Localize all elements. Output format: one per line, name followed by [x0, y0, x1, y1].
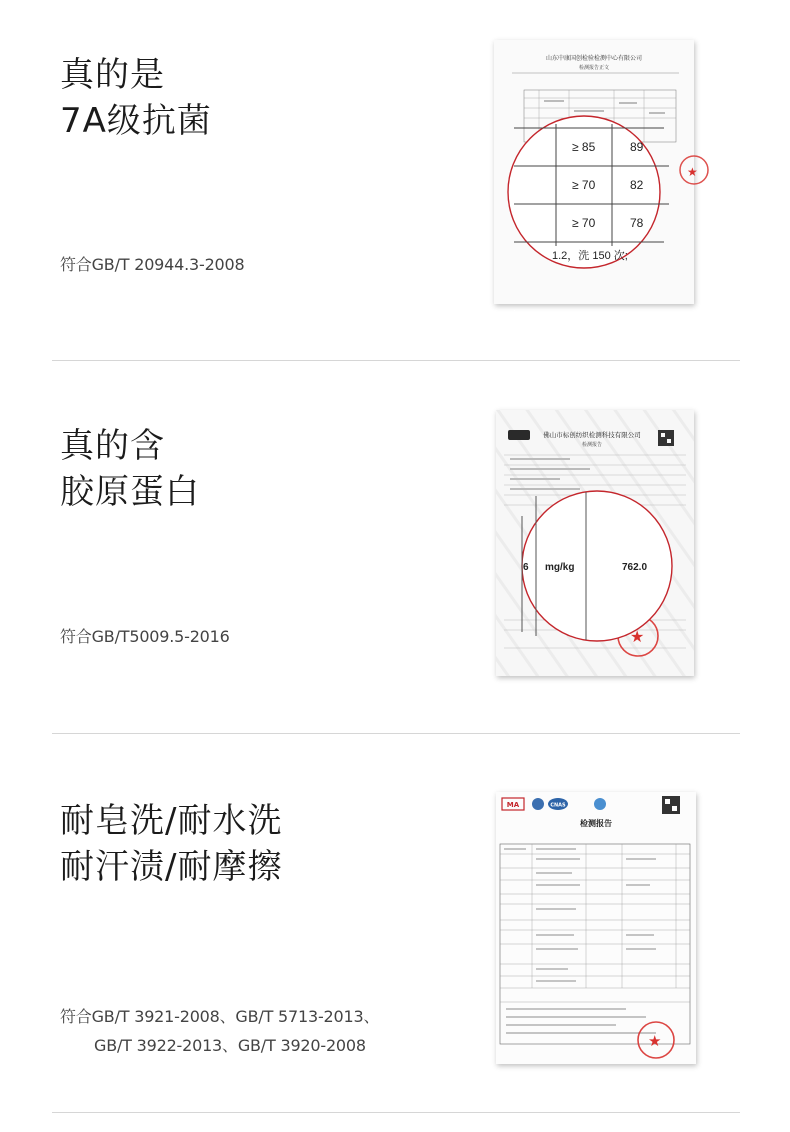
cma-logo-text: MA: [506, 801, 520, 809]
certificate-header: 山东中康国创检验检测中心有限公司: [545, 55, 643, 62]
section-collagen: [0, 361, 790, 733]
certificate-subheader: 检测报告正文: [578, 65, 610, 71]
magnified-cell: 6: [523, 562, 529, 573]
requirement-value: ≥ 85: [572, 140, 596, 154]
stamp-star-icon: ★: [648, 1032, 662, 1050]
certificate-subheader: 检测报告: [581, 442, 603, 448]
lab-logo-icon: [508, 430, 530, 440]
certificate-header: 检测报告: [580, 819, 612, 828]
certificate-header: 佛山市标创纺织检测科技有限公司: [543, 431, 641, 439]
wash-note: 1.2，洗 150 次;: [552, 250, 628, 262]
cnas-logo-text: CNAS: [550, 802, 566, 809]
ilac-logo-icon: [532, 798, 544, 810]
measured-value: 82: [630, 178, 644, 192]
section-colorfastness: [0, 734, 790, 1114]
certificate-image: [494, 40, 698, 304]
section-title-line1: 真的含: [60, 426, 165, 466]
certificate-scan: [494, 40, 698, 304]
lab-badge-icon: [594, 798, 606, 810]
certificate-scan: [496, 792, 696, 1064]
stamp-star-icon: ★: [630, 627, 645, 646]
standard-text-line2: GB/T 3922-2013、GB/T 3920-2008: [94, 1036, 366, 1055]
section-title-line2: 7A级抗菌: [60, 101, 212, 141]
magnified-value: 762.0: [622, 562, 648, 573]
standard-text: 符合GB/T 20944.3-2008: [60, 255, 245, 274]
section-title-line1: 真的是: [60, 55, 165, 95]
section-title-line2: 胶原蛋白: [60, 472, 200, 512]
section-title-line1: 耐皂洗/耐水洗: [60, 801, 283, 841]
stamp-star-icon: ★: [687, 165, 698, 179]
measured-value: 78: [630, 216, 644, 230]
certificate-image: [496, 410, 694, 676]
requirement-value: ≥ 70: [572, 178, 596, 192]
qr-code-icon: [662, 796, 680, 814]
section-antibacterial: [0, 0, 790, 360]
requirement-value: ≥ 70: [572, 216, 596, 230]
qr-code-icon: [658, 430, 674, 446]
magnified-unit: mg/kg: [545, 562, 575, 573]
standard-text: 符合GB/T5009.5-2016: [60, 627, 230, 646]
certificate-image: [496, 792, 696, 1064]
measured-value: 89: [630, 140, 644, 154]
certificate-scan: [496, 410, 694, 676]
section-divider: [52, 1112, 740, 1113]
standard-text-line1: 符合GB/T 3921-2008、GB/T 5713-2013、: [60, 1007, 380, 1026]
section-title-line2: 耐汗渍/耐摩擦: [60, 847, 283, 887]
magnifier-circle: [508, 116, 660, 268]
